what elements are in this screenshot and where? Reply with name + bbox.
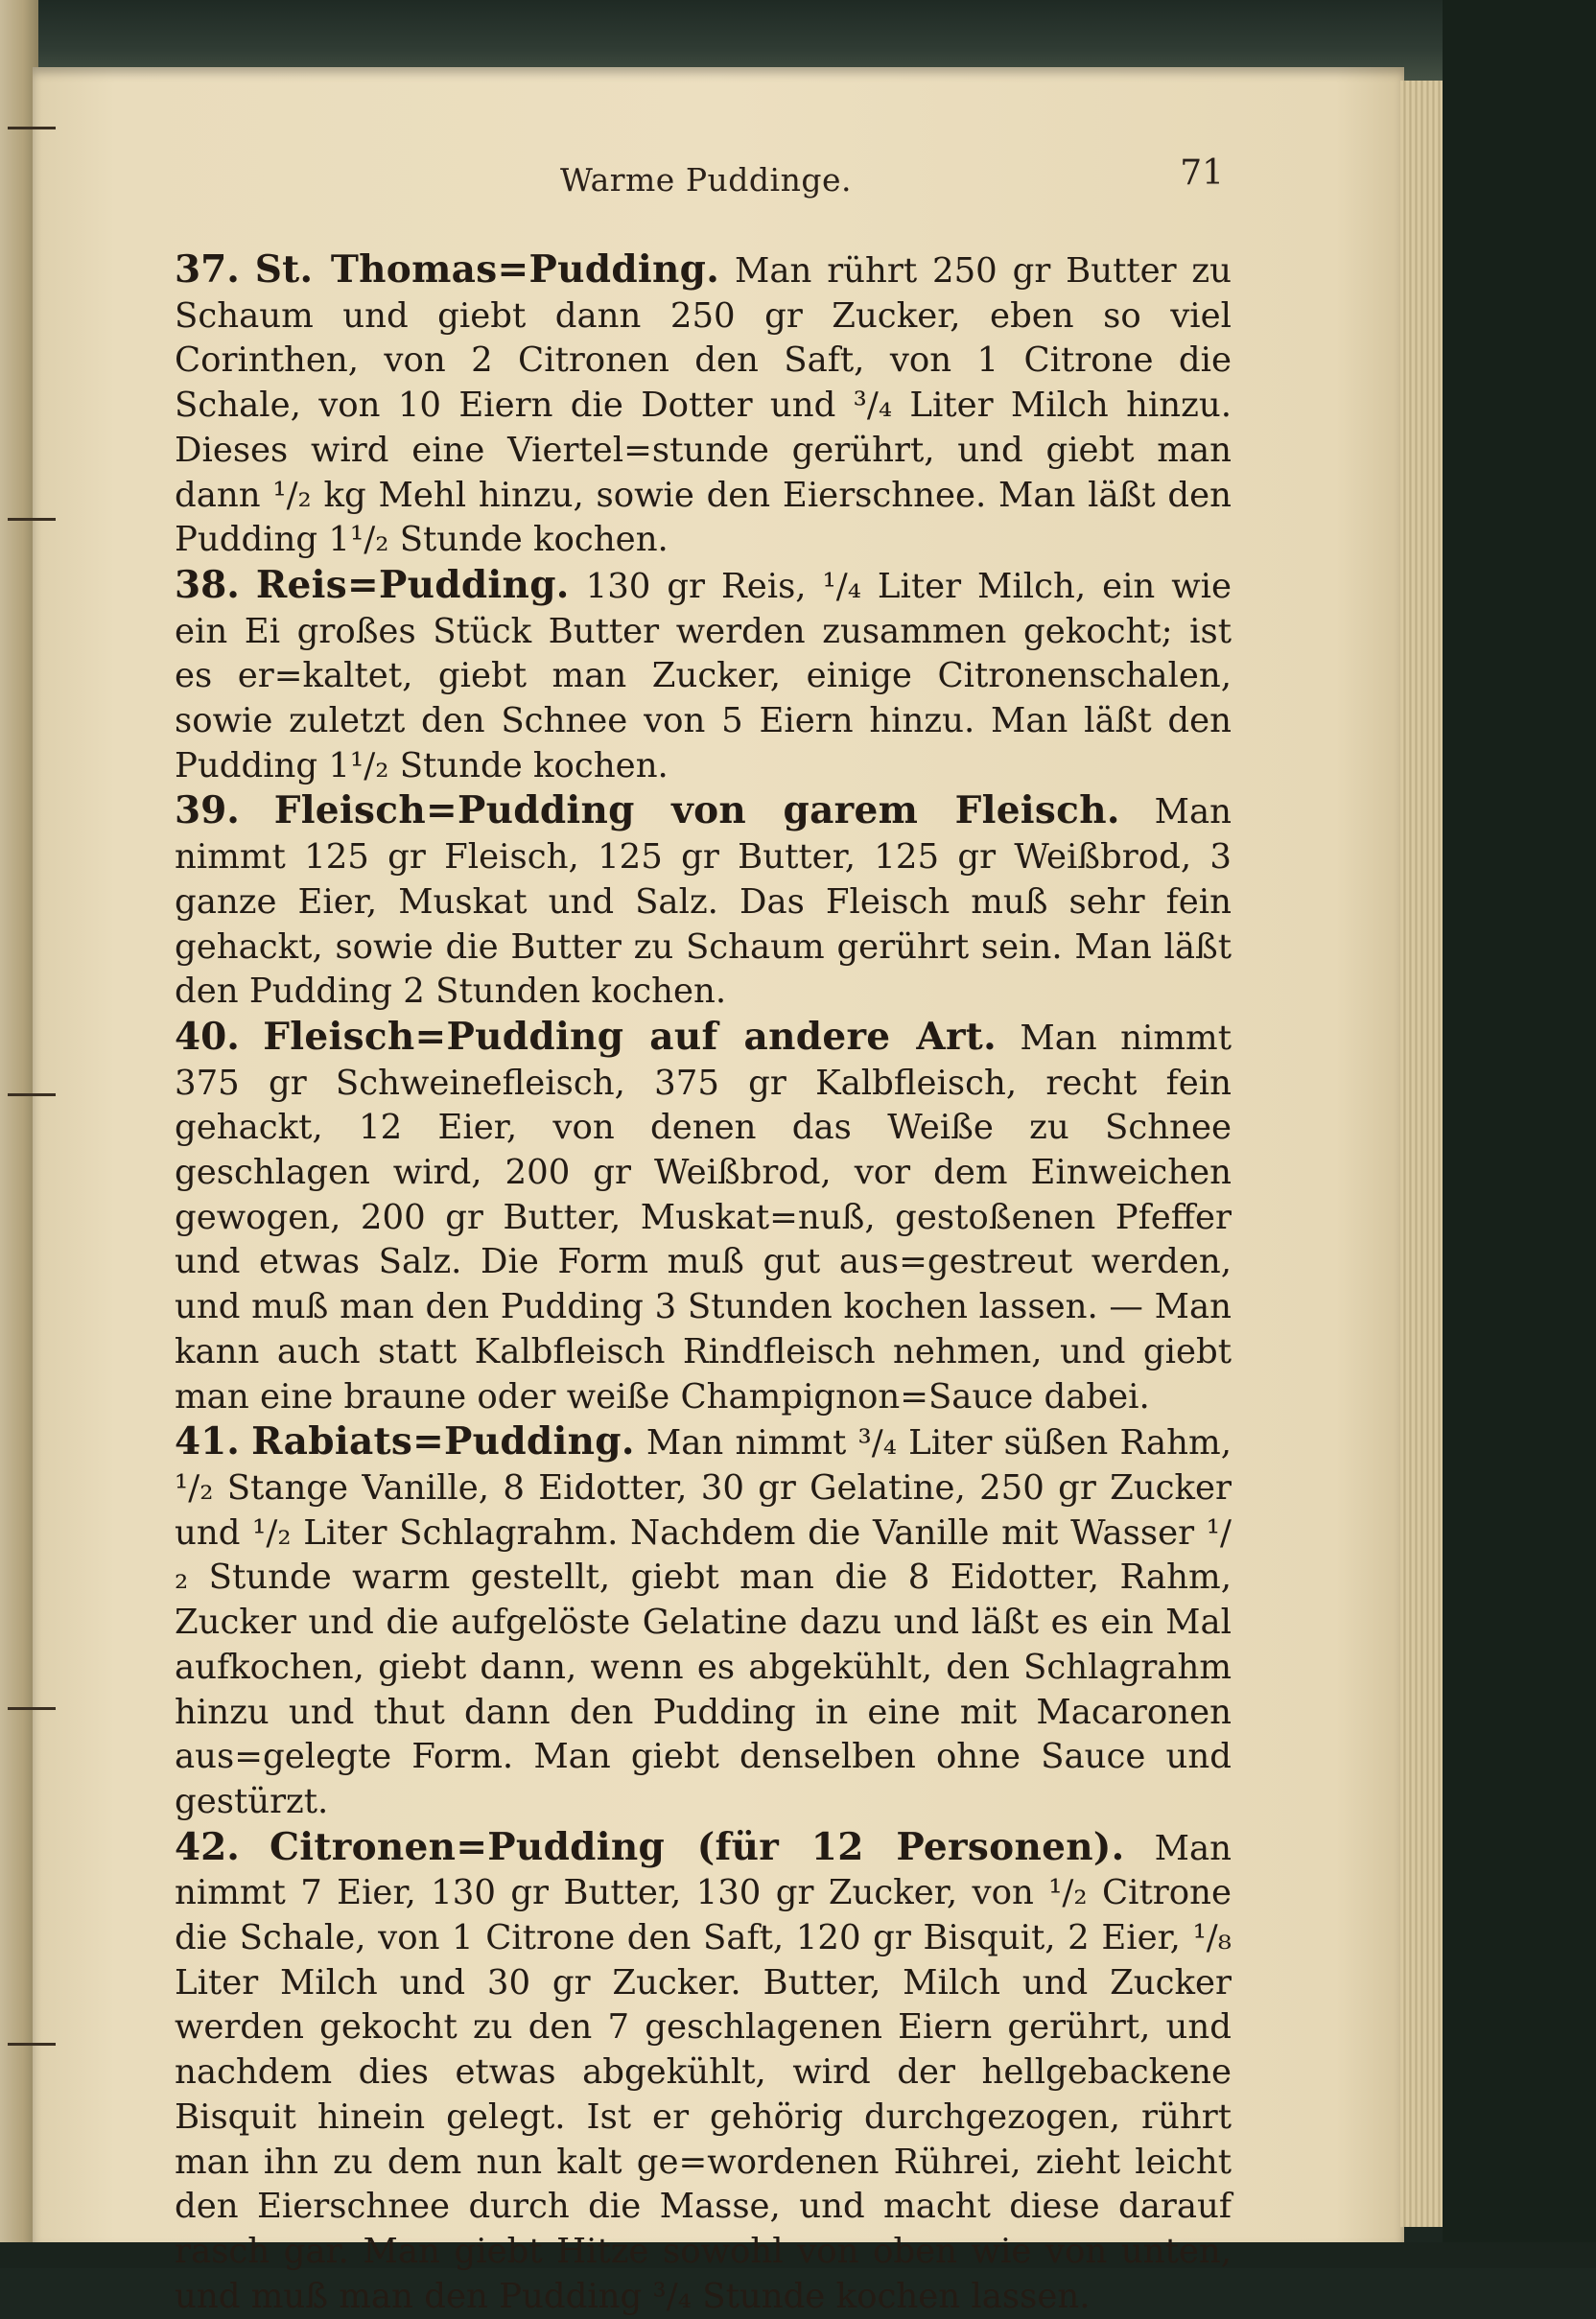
recipe-title: St. Thomas=Pudding.	[254, 247, 720, 292]
recipe-text: Man nimmt ³/₄ Liter süßen Rahm, ¹/₂ Stange Vanille, 8 Eidotter, 30 gr Gelatine, 250 gr Zucker und ¹/₂ Liter Schlagrahm. Nachdem die Vanille mit Wasser ¹/₂ Stunde warm gestellt, giebt man die 8 Eidotter, Rahm, Zucker und die aufgelöste Gelatine dazu und läßt es ein Mal aufkochen, giebt dann, wenn es abgekühlt, den Schlagrahm hinzu und thut dann den Pudding in eine mit Macaronen aus=gelegte Form. Man giebt denselben ohne Sauce und gestürzt.	[175, 1423, 1232, 1821]
recipe-title: Rabiats=Pudding.	[251, 1419, 635, 1464]
recipe-text: Man nimmt 375 gr Schweinefleisch, 375 gr Kalbfleisch, recht fein gehackt, 12 Eier, von denen das Weiße zu Schnee geschlagen wird, 200 gr Weißbrod, vor dem Einweichen gewogen, 200 gr Butter, Muskat=nuß, gestoßenen Pfeffer und etwas Salz. Die Form muß gut aus=gestreut werden, und muß man den Pudding 3 Stunden kochen lassen. — Man kann auch statt Kalbfleisch Rindfleisch nehmen, und giebt man eine braune oder weiße Champignon=Sauce dabei.	[175, 1018, 1232, 1417]
recipe-title: Fleisch=Pudding auf andere Art.	[263, 1014, 997, 1059]
margin-mark	[8, 2043, 56, 2046]
recipe-41	[175, 1419, 1232, 1824]
recipe-number: 37.	[175, 247, 240, 292]
recipe-number: 41.	[175, 1419, 240, 1464]
margin-mark	[8, 518, 56, 521]
recipe-39	[175, 788, 1232, 1015]
recipe-text: Man rührt 250 gr Butter zu Schaum und giebt dann 250 gr Zucker, eben so viel Corinthen, von 2 Citronen den Saft, von 1 Citrone die Schale, von 10 Eiern die Dotter und ³/₄ Liter Milch hinzu. Dieses wird eine Viertel=stunde gerührt, und giebt man dann ¹/₂ kg Mehl hinzu, sowie den Eierschnee. Man läßt den Pudding 1¹/₂ Stunde kochen.	[175, 251, 1232, 560]
margin-mark	[8, 1093, 56, 1096]
recipe-text: 130 gr Reis, ¹/₄ Liter Milch, ein wie ein Ei großes Stück Butter werden zusammen gekocht; ist es er=kaltet, giebt man Zucker, einige Citronenschalen, sowie zuletzt den Schnee von 5 Eiern hinzu. Man läßt den Pudding 1¹/₂ Stunde kochen.	[175, 566, 1232, 785]
recipe-text: Man nimmt 7 Eier, 130 gr Butter, 130 gr Zucker, von ¹/₂ Citrone die Schale, von 1 Citrone den Saft, 120 gr Bisquit, 2 Eier, ¹/₈ Liter Milch und 30 gr Zucker. Butter, Milch und Zucker werden gekocht zu den 7 geschlagenen Eiern gerührt, und nachdem dies etwas abgekühlt, wird der hellgebackene Bisquit hinein gelegt. Ist er gehörig durchgezogen, rührt man ihn zu dem nun kalt ge=wordenen Rührei, zieht leicht den Eierschnee durch die Masse, und macht diese darauf rasch gar. Man giebt Hitze sowohl von oben wie von unten, und muß man den Pudding ³/₄ Stunde kochen lassen.	[175, 1828, 1232, 2316]
recipe-title: Reis=Pudding.	[255, 562, 570, 607]
recipe-list	[175, 247, 1232, 2319]
recipe-number: 39.	[175, 788, 240, 833]
page-header-title: Warme Puddinge.	[560, 161, 852, 199]
page-edges	[1400, 81, 1443, 2227]
margin-mark	[8, 127, 56, 129]
page-number: 71	[1180, 153, 1224, 193]
recipe-42	[175, 1825, 1232, 2319]
margin-mark	[8, 1707, 56, 1710]
recipe-40	[175, 1015, 1232, 1419]
recipe-text: Man nimmt 125 gr Fleisch, 125 gr Butter, 125 gr Weißbrod, 3 ganze Eier, Muskat und Salz. Das Fleisch muß sehr fein gehackt, sowie die Butter zu Schaum gerührt sein. Man läßt den Pudding 2 Stunden kochen.	[175, 792, 1232, 1012]
recipe-number: 40.	[175, 1014, 240, 1059]
book-cover-right	[1443, 0, 1596, 2268]
recipe-title: Citronen=Pudding (für 12 Personen).	[269, 1824, 1125, 1869]
recipe-title: Fleisch=Pudding von garem Fleisch.	[273, 788, 1120, 833]
recipe-37	[175, 247, 1232, 563]
recipe-38	[175, 563, 1232, 789]
recipe-number: 42.	[175, 1824, 240, 1869]
recipe-number: 38.	[175, 562, 240, 607]
running-head	[188, 153, 1224, 211]
